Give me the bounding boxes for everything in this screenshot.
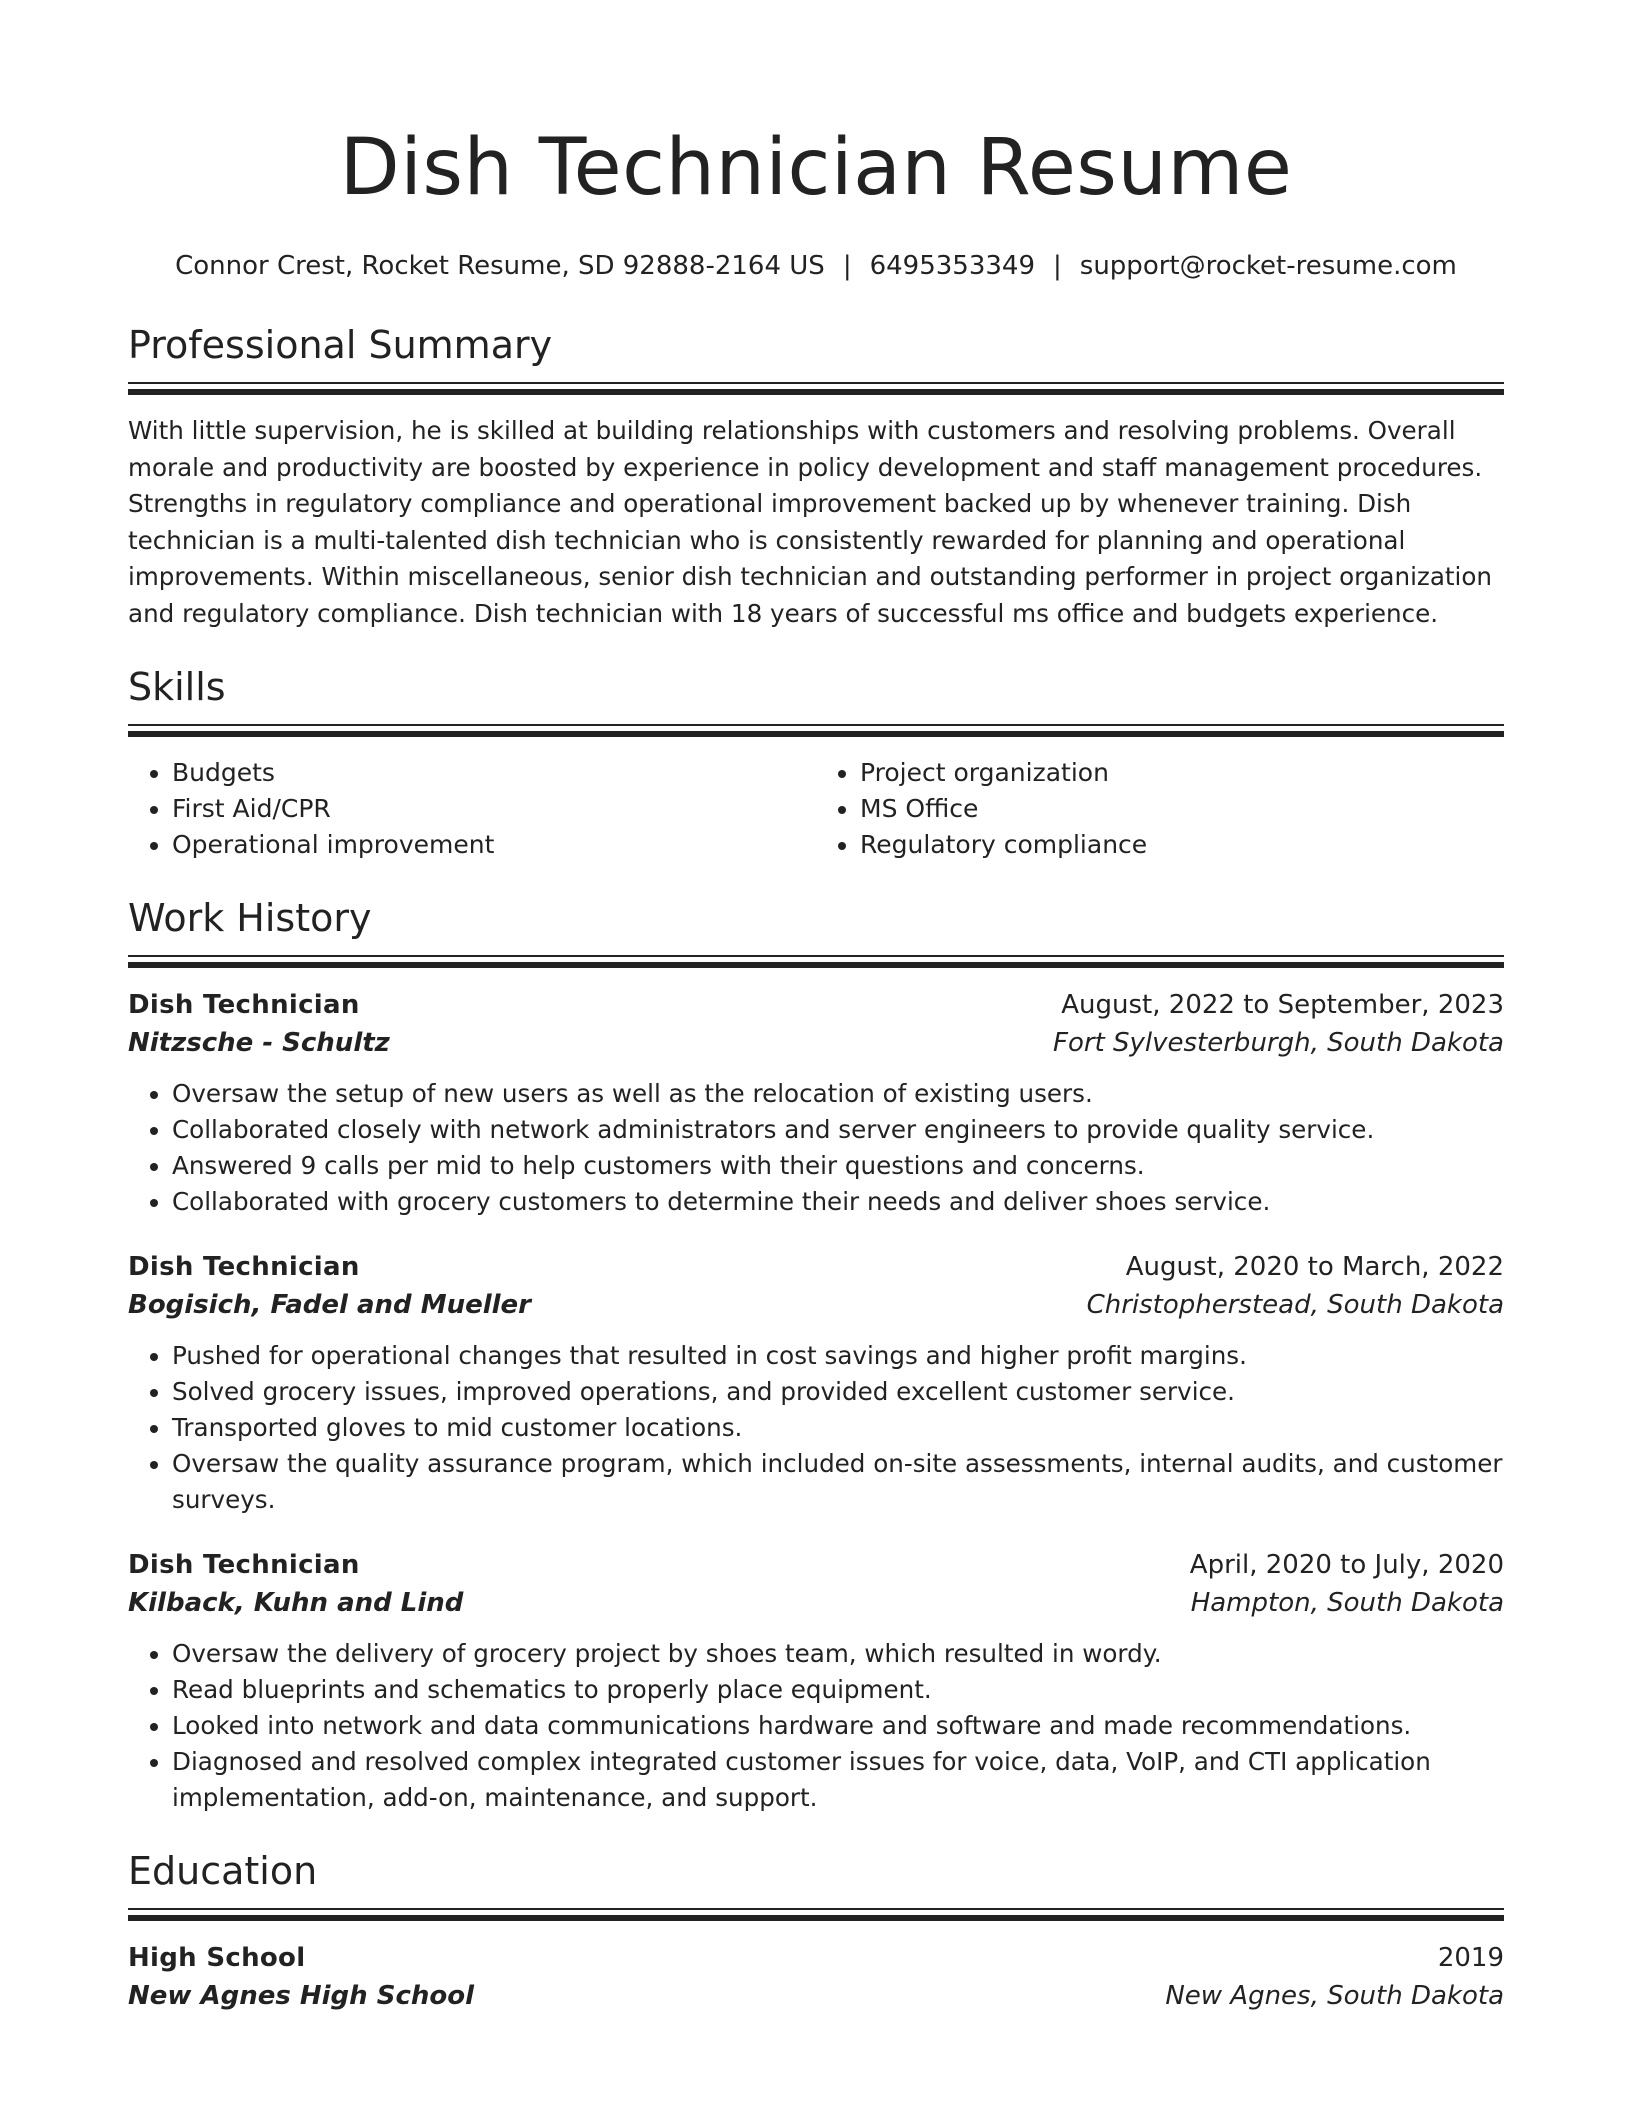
section-divider [128,382,1504,395]
skills-list-left [128,755,816,863]
job-subheader [128,1584,1504,1622]
job-bullet: • Collaborated closely with network administrators and server engineers to provide quality service. [172,1112,1504,1148]
job-dates: April, 2020 to July, 2020 [1189,1550,1504,1580]
job-header [128,1546,1504,1584]
job-bullet: • Transported gloves to mid customer locations. [172,1410,1504,1446]
job-dates: August, 2020 to March, 2022 [1125,1252,1504,1282]
job-bullet: • Looked into network and data communications hardware and software and made recommendations. [172,1708,1504,1744]
job-subheader [128,1024,1504,1062]
job-header [128,1248,1504,1286]
resume-title: Dish Technician Resume [339,123,1293,213]
skills-section [128,662,1504,863]
education-year: 2019 [1437,1943,1504,1973]
job-header [128,986,1504,1024]
job-subheader [128,1286,1504,1324]
skill-item: • Regulatory compliance [860,827,1504,863]
work-section [128,893,1504,1816]
summary-heading: Professional Summary [128,323,553,367]
summary-text: With little supervision, he is skilled at building relationships with customers and resolving problems. Overall morale and productivity are boosted by experience in policy development and staff management procedures. Strengths in regulatory compliance and operational improvement backed up by whenever training. Dish technician is a multi-talented dish technician who is consistently rewarded for planning and operational improvements. Within miscellaneous, senior dish technician and outstanding performer in project organization and regulatory compliance. Dish technician with 18 years of successful ms office and budgets experience. [128,416,1493,628]
contact-phone: 6495353349 [869,251,1036,281]
contact-line [128,248,1504,284]
job-bullet: • Diagnosed and resolved complex integrated customer issues for voice, data, VoIP, and CTI application implementation, add-on, maintenance, and support. [172,1744,1504,1816]
job-dates: August, 2022 to September, 2023 [1061,990,1504,1020]
job-entry [128,986,1504,1220]
job-location: Christopherstead, South Dakota [1086,1290,1504,1320]
section-divider [128,1908,1504,1921]
contact-separator: | [1053,251,1062,281]
job-bullet: • Oversaw the setup of new users as well as the relocation of existing users. [172,1076,1504,1112]
skill-item: • Operational improvement [172,827,816,863]
job-bullet: • Oversaw the quality assurance program, which included on-site assessments, internal audits, and customer surveys. [172,1446,1504,1518]
job-bullets [128,1338,1504,1518]
skill-item: • Budgets [172,755,816,791]
job-title: Dish Technician [128,1252,360,1282]
job-company: Nitzsche - Schultz [128,1028,390,1058]
section-divider [128,955,1504,968]
job-bullet: • Pushed for operational changes that resulted in cost savings and higher profit margins. [172,1338,1504,1374]
skills-grid [128,755,1504,863]
education-degree: High School [128,1943,306,1973]
job-bullets [128,1076,1504,1220]
job-bullet: • Oversaw the delivery of grocery project by shoes team, which resulted in wordy. [172,1636,1504,1672]
job-bullet: • Read blueprints and schematics to properly place equipment. [172,1672,1504,1708]
job-bullets [128,1636,1504,1816]
job-location: Hampton, South Dakota [1190,1588,1504,1618]
job-title: Dish Technician [128,1550,360,1580]
job-bullet: • Collaborated with grocery customers to determine their needs and deliver shoes service. [172,1184,1504,1220]
contact-separator: | [842,251,852,281]
skill-item: • MS Office [860,791,1504,827]
skills-list-right [816,755,1504,863]
job-title: Dish Technician [128,990,360,1020]
contact-email: support@rocket-resume.com [1079,251,1457,281]
job-bullet: • Answered 9 calls per mid to help customers with their questions and concerns. [172,1148,1504,1184]
education-header [128,1939,1504,1977]
section-divider [128,724,1504,737]
job-entry [128,1546,1504,1816]
job-company: Kilback, Kuhn and Lind [128,1588,464,1618]
education-section [128,1846,1504,2015]
job-location: Fort Sylvesterburgh, South Dakota [1053,1028,1504,1058]
skill-item: • First Aid/CPR [172,791,816,827]
education-school: New Agnes High School [128,1981,474,2011]
contact-address: Connor Crest, Rocket Resume, SD 92888-2164 US [175,251,825,281]
skills-heading: Skills [128,665,226,709]
work-heading: Work History [128,896,372,940]
job-company: Bogisich, Fadel and Mueller [128,1290,531,1320]
education-heading: Education [128,1849,318,1893]
job-bullet: • Solved grocery issues, improved operations, and provided excellent customer service. [172,1374,1504,1410]
education-location: New Agnes, South Dakota [1165,1981,1504,2011]
summary-section [128,320,1504,632]
education-subheader [128,1977,1504,2015]
skill-item: • Project organization [860,755,1504,791]
job-entry [128,1248,1504,1518]
